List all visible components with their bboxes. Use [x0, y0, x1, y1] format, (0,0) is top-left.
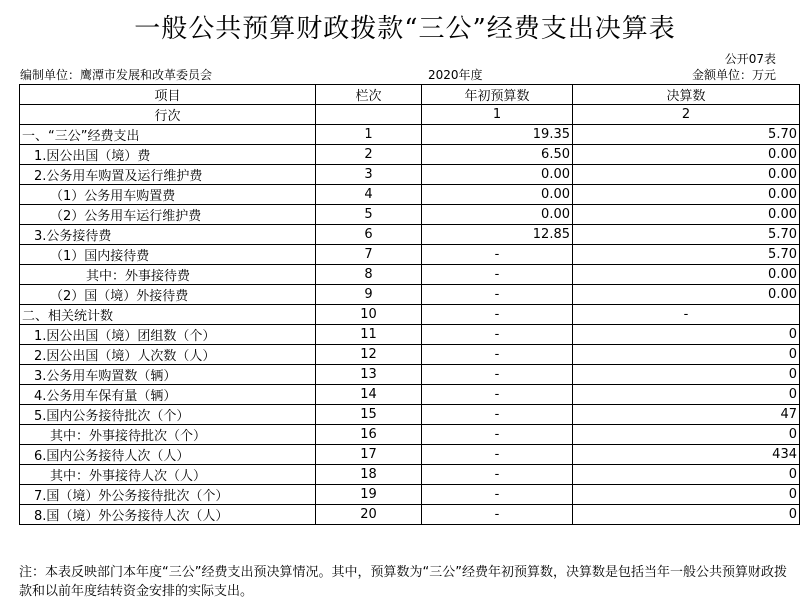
row-final: 0 [573, 345, 800, 365]
row-final: 0.00 [573, 145, 800, 165]
row-item: （1）国内接待费 [20, 245, 316, 265]
row-budget: - [422, 405, 573, 425]
row-item: 6.国内公务接待人次（人） [20, 445, 316, 465]
table-row [20, 305, 800, 325]
table-row [20, 445, 800, 465]
row-final: 0 [573, 465, 800, 485]
row-item: 3.公务用车购置数（辆） [20, 365, 316, 385]
header-final: 决算数 [573, 85, 800, 105]
table-row [20, 405, 800, 425]
table-number: 公开07表 [724, 52, 776, 66]
row-item: 5.国内公务接待批次（个） [20, 405, 316, 425]
footnote: 注：本表反映部门本年度“三公”经费支出预决算情况。其中，预算数为“三公”经费年初预算数，决算数是包括当年一般公共预算财政拨款和以前年度结转资金安排的实际支出。 [19, 565, 787, 599]
row-line: 1 [316, 125, 422, 145]
table-row [20, 225, 800, 245]
row-line: 18 [316, 465, 422, 485]
row-budget: - [422, 385, 573, 405]
row-budget: - [422, 285, 573, 305]
row-line: 4 [316, 185, 422, 205]
row-line: 6 [316, 225, 422, 245]
table-row [20, 265, 800, 285]
row-final: 5.70 [573, 245, 800, 265]
header-item: 项目 [20, 85, 316, 105]
row-line: 12 [316, 345, 422, 365]
row-final: 0 [573, 385, 800, 405]
row-final: 0.00 [573, 165, 800, 185]
row-item: 2.因公出国（境）人次数（人） [20, 345, 316, 365]
money-unit: 金额单位：万元 [691, 68, 776, 82]
row-line: 5 [316, 205, 422, 225]
row-line: 19 [316, 485, 422, 505]
row-final: 0.00 [573, 205, 800, 225]
table-row [20, 505, 800, 525]
report-title: 一般公共预算财政拨款“三公”经费支出决算表 [134, 14, 676, 44]
row-final: 0 [573, 325, 800, 345]
row-line: 11 [316, 325, 422, 345]
header-budget: 年初预算数 [422, 85, 573, 105]
row-line: 8 [316, 265, 422, 285]
row-item: 1.因公出国（境）团组数（个） [20, 325, 316, 345]
expense-table [19, 84, 800, 525]
index-row [20, 105, 800, 125]
row-item: 8.国（境）外公务接待人次（人） [20, 505, 316, 525]
row-budget: - [422, 305, 573, 325]
row-item: （1）公务用车购置费 [20, 185, 316, 205]
table-row [20, 205, 800, 225]
row-budget: - [422, 325, 573, 345]
row-budget: - [422, 505, 573, 525]
row-item: 一、“三公”经费支出 [20, 125, 316, 145]
row-final: 0.00 [573, 185, 800, 205]
table-row [20, 485, 800, 505]
row-line: 9 [316, 285, 422, 305]
row-final: 0 [573, 485, 800, 505]
row-line: 16 [316, 425, 422, 445]
reporting-unit: 编制单位：鹰潭市发展和改革委员会 [20, 68, 213, 82]
table-row [20, 245, 800, 265]
row-item: （2）国（境）外接待费 [20, 285, 316, 305]
row-budget: 19.35 [422, 125, 573, 145]
row-budget: - [422, 465, 573, 485]
row-item: 其中：外事接待批次（个） [20, 425, 316, 445]
row-line: 13 [316, 365, 422, 385]
row-item: 二、相关统计数 [20, 305, 316, 325]
index-label: 行次 [20, 105, 316, 125]
row-line: 20 [316, 505, 422, 525]
row-final: - [573, 305, 800, 325]
row-final: 0.00 [573, 265, 800, 285]
row-final: 434 [573, 445, 800, 465]
row-item: 其中：外事接待人次（人） [20, 465, 316, 485]
row-item: 2.公务用车购置及运行维护费 [20, 165, 316, 185]
header-row [20, 85, 800, 105]
report-year: 2020年度 [428, 68, 483, 82]
row-budget: - [422, 265, 573, 285]
table-row [20, 365, 800, 385]
row-line: 15 [316, 405, 422, 425]
row-budget: 0.00 [422, 185, 573, 205]
row-final: 5.70 [573, 225, 800, 245]
row-item: 3.公务接待费 [20, 225, 316, 245]
table-row [20, 465, 800, 485]
row-item: 其中：外事接待费 [20, 265, 316, 285]
row-item: 1.因公出国（境）费 [20, 145, 316, 165]
row-budget: 0.00 [422, 165, 573, 185]
row-line: 7 [316, 245, 422, 265]
row-final: 0.00 [573, 285, 800, 305]
row-item: 7.国（境）外公务接待批次（个） [20, 485, 316, 505]
table-row [20, 325, 800, 345]
row-final: 5.70 [573, 125, 800, 145]
row-budget: - [422, 345, 573, 365]
table-row [20, 125, 800, 145]
header-line: 栏次 [316, 85, 422, 105]
row-budget: - [422, 445, 573, 465]
table-row [20, 285, 800, 305]
row-line: 3 [316, 165, 422, 185]
row-item: （2）公务用车运行维护费 [20, 205, 316, 225]
row-budget: - [422, 245, 573, 265]
row-budget: 12.85 [422, 225, 573, 245]
row-budget: - [422, 485, 573, 505]
table-row [20, 425, 800, 445]
row-line: 17 [316, 445, 422, 465]
table-row [20, 385, 800, 405]
table-row [20, 185, 800, 205]
table-row [20, 145, 800, 165]
row-budget: 0.00 [422, 205, 573, 225]
index-budget: 1 [422, 105, 573, 125]
row-final: 0 [573, 365, 800, 385]
row-budget: - [422, 425, 573, 445]
table-row [20, 165, 800, 185]
table-row [20, 345, 800, 365]
index-line-empty [316, 105, 422, 125]
row-line: 14 [316, 385, 422, 405]
index-final: 2 [573, 105, 800, 125]
row-budget: 6.50 [422, 145, 573, 165]
row-final: 47 [573, 405, 800, 425]
row-final: 0 [573, 425, 800, 445]
row-final: 0 [573, 505, 800, 525]
row-item: 4.公务用车保有量（辆） [20, 385, 316, 405]
row-line: 2 [316, 145, 422, 165]
row-budget: - [422, 365, 573, 385]
row-line: 10 [316, 305, 422, 325]
